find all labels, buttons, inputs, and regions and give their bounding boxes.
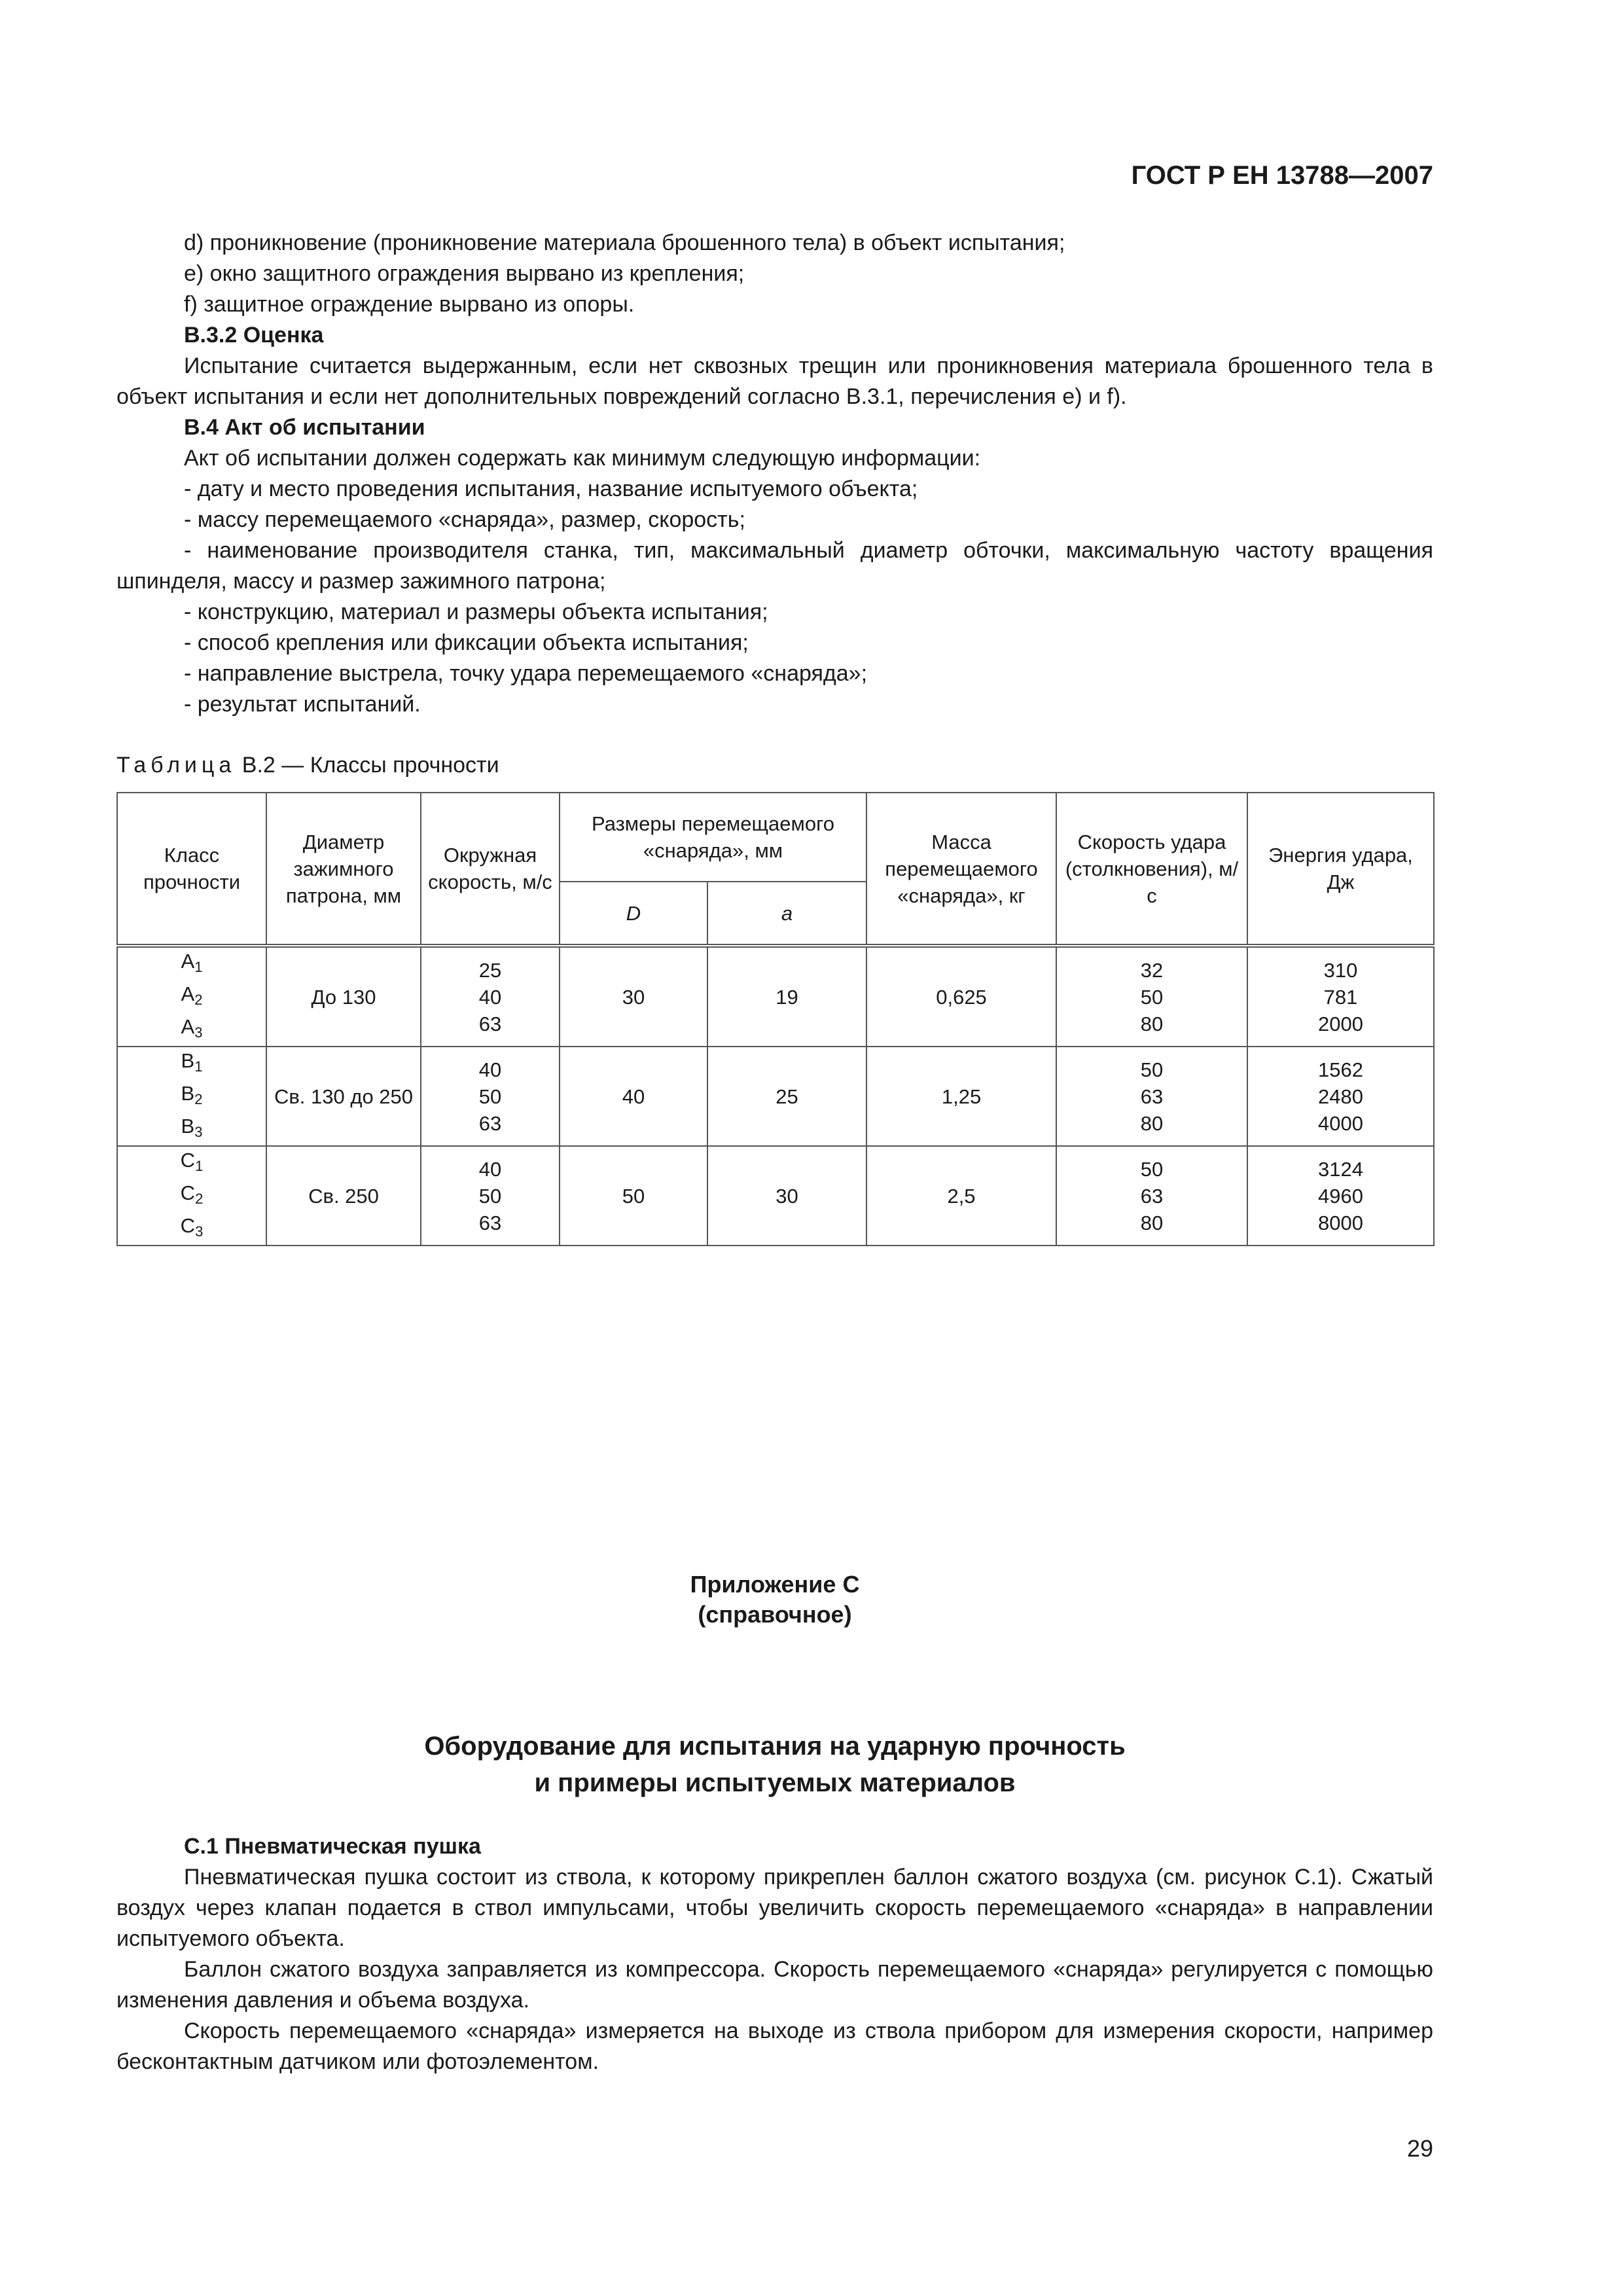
cell-energy <box>1247 1047 1434 1146</box>
cell-dim-d: 50 <box>560 1146 707 1246</box>
list-item: - направление выстрела, точку удара перемещаемого «снаряда»; <box>184 661 868 686</box>
speed-value: 63 <box>478 1111 502 1135</box>
col-header-impact-speed: Скорость удара (столкновения), м/с <box>1056 793 1247 946</box>
speed-value: 25 <box>478 958 502 982</box>
list-item: d) проникновение (проникновение материала брошенного тела) в объект испытания; <box>184 230 1065 255</box>
energy-value: 4000 <box>1318 1111 1363 1135</box>
cell-dim-d: 40 <box>560 1047 707 1146</box>
cell-energy <box>1247 946 1434 1047</box>
impact-value: 63 <box>1140 1085 1164 1108</box>
list-item: - массу перемещаемого «снаряда», размер, скорость; <box>184 507 745 532</box>
impact-value: 50 <box>1140 985 1164 1009</box>
paragraph-b32: Испытание считается выдержанным, если нет сквозных трещин или проникновения материала брошенного тела в объект испытания и если нет дополнительных повреждений согласно B.3.1, перечисления e) и f). <box>116 353 1433 409</box>
class-label: $C_2$ <box>180 1181 204 1207</box>
annex-section-title <box>116 1728 1433 1801</box>
paragraph: Скорость перемещаемого «снаряда» измеряется на выходе из ствола прибором для измерения скорости, например бесконтактным датчиком или фотоэлементом. <box>116 2018 1433 2074</box>
class-label: $B_3$ <box>181 1115 203 1140</box>
energy-value: 3124 <box>1318 1157 1363 1181</box>
list-item: - результат испытаний. <box>184 692 421 717</box>
class-subscript: 1 <box>194 959 203 975</box>
paragraph-b4-intro: Акт об испытании должен содержать как минимум следующую информации: <box>184 446 981 471</box>
list-item: e) окно защитного ограждения вырвано из крепления; <box>184 261 745 286</box>
energy-value: 2000 <box>1318 1012 1363 1035</box>
section-heading-c1: C.1 Пневматическая пушка <box>184 1834 481 1859</box>
speed-value: 40 <box>478 1058 502 1081</box>
cell-dim-d: 30 <box>560 946 707 1047</box>
list-item: - наименование производителя станка, тип, максимальный диаметр обточки, максимальную частоту вращения шпинделя, массу и размер зажимного патрона; <box>116 538 1433 594</box>
text-block-top <box>116 228 1433 720</box>
strength-classes-table <box>116 792 1435 1246</box>
class-label: $A_3$ <box>181 1015 203 1041</box>
cell-dim-a: 30 <box>707 1146 866 1246</box>
class-subscript: 3 <box>195 1223 204 1240</box>
table-caption-text: B.2 — Классы прочности <box>241 753 499 778</box>
impact-value: 50 <box>1140 1058 1164 1081</box>
section-heading-b4: B.4 Акт об испытании <box>184 415 425 440</box>
table-caption-word: Таблица <box>116 753 236 778</box>
cell-mass: 1,25 <box>866 1047 1056 1146</box>
cell-class <box>117 1146 266 1246</box>
col-header-class: Класс прочности <box>117 793 266 946</box>
cell-impact-speed <box>1056 1146 1247 1246</box>
annex-section-title-line1: Оборудование для испытания на ударную прочность <box>424 1732 1126 1761</box>
energy-value: 1562 <box>1318 1058 1363 1081</box>
cell-diameter: До 130 <box>266 946 421 1047</box>
text-block-c1 <box>116 1831 1433 2077</box>
class-subscript: 2 <box>195 1191 204 1207</box>
cell-dim-a: 19 <box>707 946 866 1047</box>
class-label: $B_1$ <box>181 1049 203 1075</box>
list-item: - способ крепления или фиксации объекта испытания; <box>184 630 749 655</box>
energy-value: 8000 <box>1318 1211 1363 1234</box>
impact-value: 80 <box>1140 1211 1164 1234</box>
class-subscript: 1 <box>195 1158 204 1174</box>
cell-speed <box>421 946 560 1047</box>
impact-value: 80 <box>1140 1111 1164 1135</box>
col-header-dim-d: D <box>560 882 707 946</box>
class-label: $B_2$ <box>181 1082 203 1107</box>
col-header-dim-a: a <box>707 882 866 946</box>
document-code: ГОСТ Р ЕН 13788—2007 <box>1131 161 1433 190</box>
page-number: 29 <box>1406 2135 1433 2162</box>
cell-class <box>117 946 266 1047</box>
cell-speed <box>421 1146 560 1246</box>
list-item: - конструкцию, материал и размеры объекта испытания; <box>184 600 768 624</box>
speed-value: 50 <box>478 1085 502 1108</box>
impact-value: 32 <box>1140 958 1164 982</box>
col-header-mass: Масса перемещаемого «снаряда», кг <box>866 793 1056 946</box>
impact-value: 80 <box>1140 1012 1164 1035</box>
cell-energy <box>1247 1146 1434 1246</box>
impact-value: 63 <box>1140 1184 1164 1208</box>
speed-value: 63 <box>478 1211 502 1234</box>
energy-value: 781 <box>1323 985 1358 1009</box>
cell-mass: 2,5 <box>866 1146 1056 1246</box>
table-caption <box>116 750 1433 781</box>
class-subscript: 1 <box>194 1058 203 1075</box>
list-item: f) защитное ограждение вырвано из опоры. <box>184 292 635 317</box>
annex-heading <box>116 1570 1433 1630</box>
table-row <box>117 946 1434 1047</box>
speed-value: 63 <box>478 1012 502 1035</box>
annex-section-title-line2: и примеры испытуемых материалов <box>534 1768 1016 1797</box>
impact-value: 50 <box>1140 1157 1164 1181</box>
class-subscript: 3 <box>194 1024 203 1041</box>
cell-impact-speed <box>1056 1047 1247 1146</box>
energy-value: 4960 <box>1318 1184 1363 1208</box>
speed-value: 50 <box>478 1184 502 1208</box>
col-header-energy: Энергия удара, Дж <box>1247 793 1434 946</box>
strength-classes-table-wrap <box>116 792 1433 1246</box>
table-row <box>117 1047 1434 1146</box>
energy-value: 310 <box>1323 958 1358 982</box>
cell-diameter: Св. 250 <box>266 1146 421 1246</box>
speed-value: 40 <box>478 985 502 1009</box>
cell-class <box>117 1047 266 1146</box>
paragraph: Пневматическая пушка состоит из ствола, к которому прикреплен баллон сжатого воздуха (см. рисунок C.1). Сжатый воздух через клапан подается в ствол импульсами, чтобы увеличить скорость перемещаемого «снаряда» в направлении испытуемого объекта. <box>116 1865 1433 1951</box>
class-label: $A_1$ <box>181 950 203 975</box>
annex-kind: (справочное) <box>698 1601 852 1628</box>
col-header-diameter: Диаметр зажимного патрона, мм <box>266 793 421 946</box>
paragraph: Баллон сжатого воздуха заправляется из компрессора. Скорость перемещаемого «снаряда» регулируется с помощью изменения давления и объема воздуха. <box>116 1957 1433 2013</box>
list-item: - дату и место проведения испытания, название испытуемого объекта; <box>184 476 918 501</box>
cell-dim-a: 25 <box>707 1047 866 1146</box>
cell-impact-speed <box>1056 946 1247 1047</box>
cell-mass: 0,625 <box>866 946 1056 1047</box>
class-label: $C_1$ <box>180 1149 204 1174</box>
cell-speed <box>421 1047 560 1146</box>
col-header-dimensions: Размеры перемещаемого «снаряда», мм <box>560 793 866 882</box>
class-subscript: 2 <box>194 992 203 1008</box>
class-subscript: 2 <box>194 1091 203 1107</box>
table-row <box>117 1146 1434 1246</box>
speed-value: 40 <box>478 1157 502 1181</box>
annex-title: Приложение C <box>690 1571 860 1598</box>
col-header-speed: Окружная скорость, м/с <box>421 793 560 946</box>
table-body <box>117 946 1434 1246</box>
class-subscript: 3 <box>194 1124 203 1140</box>
class-label: $A_2$ <box>181 982 203 1008</box>
section-heading-b32: B.3.2 Оценка <box>184 323 324 348</box>
class-label: $C_3$ <box>180 1214 204 1240</box>
cell-diameter: Св. 130 до 250 <box>266 1047 421 1146</box>
energy-value: 2480 <box>1318 1085 1363 1108</box>
